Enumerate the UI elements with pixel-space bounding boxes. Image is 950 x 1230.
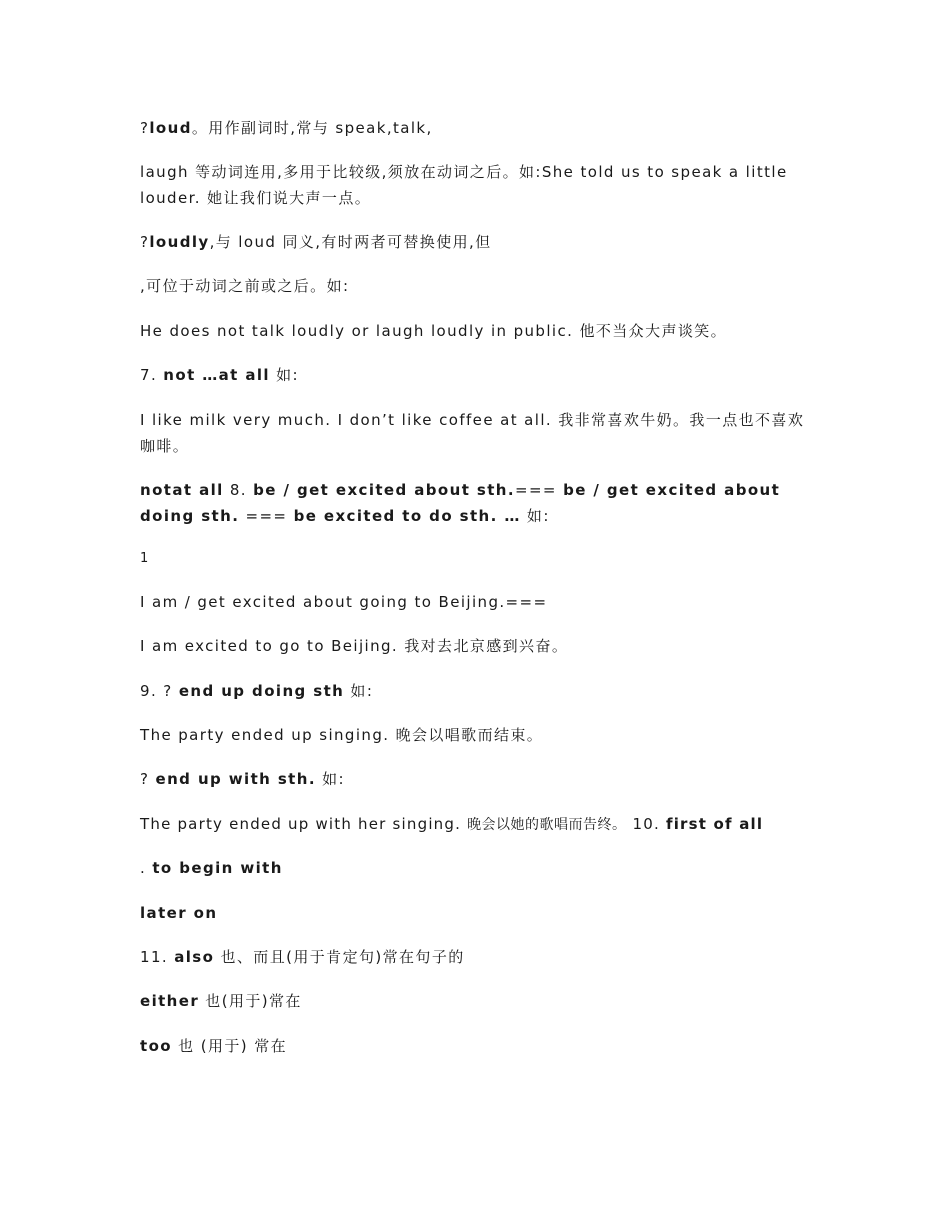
text-line	[140, 589, 810, 615]
bold-term: not …at all	[163, 366, 270, 384]
text-line	[140, 115, 810, 141]
text-run: 也 (用于) 常在	[171, 1037, 287, 1055]
text-line	[140, 766, 810, 792]
bold-term: later on	[140, 904, 218, 922]
text-line	[140, 477, 810, 529]
text-run: laugh 等动词连用,多用于比较级,须放在动词之后。如:She told us to speak a little louder. 她让我们说大声一点。	[140, 163, 788, 207]
text-line	[140, 988, 810, 1014]
text-line	[140, 159, 810, 211]
bold-term: end up with sth.	[155, 770, 316, 788]
bold-term: loud	[149, 119, 192, 137]
text-run: I like milk very much. I don’t like coffee at all. 我非常喜欢牛奶。我一点也不喜欢咖啡。	[140, 411, 805, 455]
text-run: The party ended up with her singing.	[140, 815, 468, 833]
text-line	[140, 362, 810, 388]
text-run: 如:	[344, 682, 374, 700]
bold-term: either	[140, 992, 200, 1010]
text-line	[140, 407, 810, 459]
text-run: ===	[514, 481, 564, 499]
text-run: The party ended up singing. 晚会以唱歌而结束。	[140, 726, 544, 744]
text-run: ===	[239, 507, 294, 525]
bold-term: end up doing sth	[178, 682, 345, 700]
bold-term: to begin with	[152, 859, 283, 877]
text-line	[140, 722, 810, 748]
text-line	[140, 229, 810, 255]
text-line	[140, 633, 810, 659]
bold-term: be / get excited about sth.	[253, 481, 515, 499]
bold-term: be / get excited about doing sth.	[140, 481, 781, 525]
bold-term: be excited to do sth. …	[293, 507, 521, 525]
text-run: 如:	[520, 507, 550, 525]
text-line	[140, 855, 810, 881]
text-run: 1	[140, 551, 150, 566]
text-run: 7.	[140, 366, 164, 384]
text-run: I am excited to go to Beijing. 我对去北京感到兴奋。	[140, 637, 569, 655]
text-run: I am / get excited about going to Beijing.===	[140, 593, 548, 611]
text-line	[140, 900, 810, 926]
text-run: ?	[140, 770, 156, 788]
text-run: 8.	[223, 481, 254, 499]
text-run: 晚会以她的歌唱而告终。	[467, 817, 627, 833]
text-run: .	[140, 859, 153, 877]
text-line	[140, 944, 810, 970]
text-run: 9. ?	[140, 682, 179, 700]
text-run: 如:	[315, 770, 345, 788]
page-number	[140, 546, 810, 572]
text-line	[140, 678, 810, 704]
text-run: 。用作副词时,常与 speak,talk,	[191, 119, 433, 137]
bold-term: too	[140, 1037, 172, 1055]
bold-term: also	[174, 948, 215, 966]
bold-term: loudly	[149, 233, 210, 251]
text-run: ,可位于动词之前或之后。如:	[140, 277, 350, 295]
text-line	[140, 811, 810, 838]
text-line	[140, 273, 810, 299]
text-run: ?	[140, 233, 150, 251]
text-run: ?	[140, 119, 150, 137]
bold-term: first of all	[665, 815, 764, 833]
text-run: 11.	[140, 948, 175, 966]
text-run: 10.	[626, 815, 666, 833]
text-line	[140, 318, 810, 344]
text-run: 如:	[269, 366, 300, 384]
text-run: 也(用于)常在	[199, 992, 302, 1010]
bold-term: notat all	[140, 481, 224, 499]
text-line	[140, 1033, 810, 1059]
text-run: 也、而且(用于肯定句)常在句子的	[214, 948, 465, 966]
text-run: ,与 loud 同义,有时两者可替换使用,但	[209, 233, 492, 251]
text-run: He does not talk loudly or laugh loudly in public. 他不当众大声谈笑。	[140, 322, 728, 340]
